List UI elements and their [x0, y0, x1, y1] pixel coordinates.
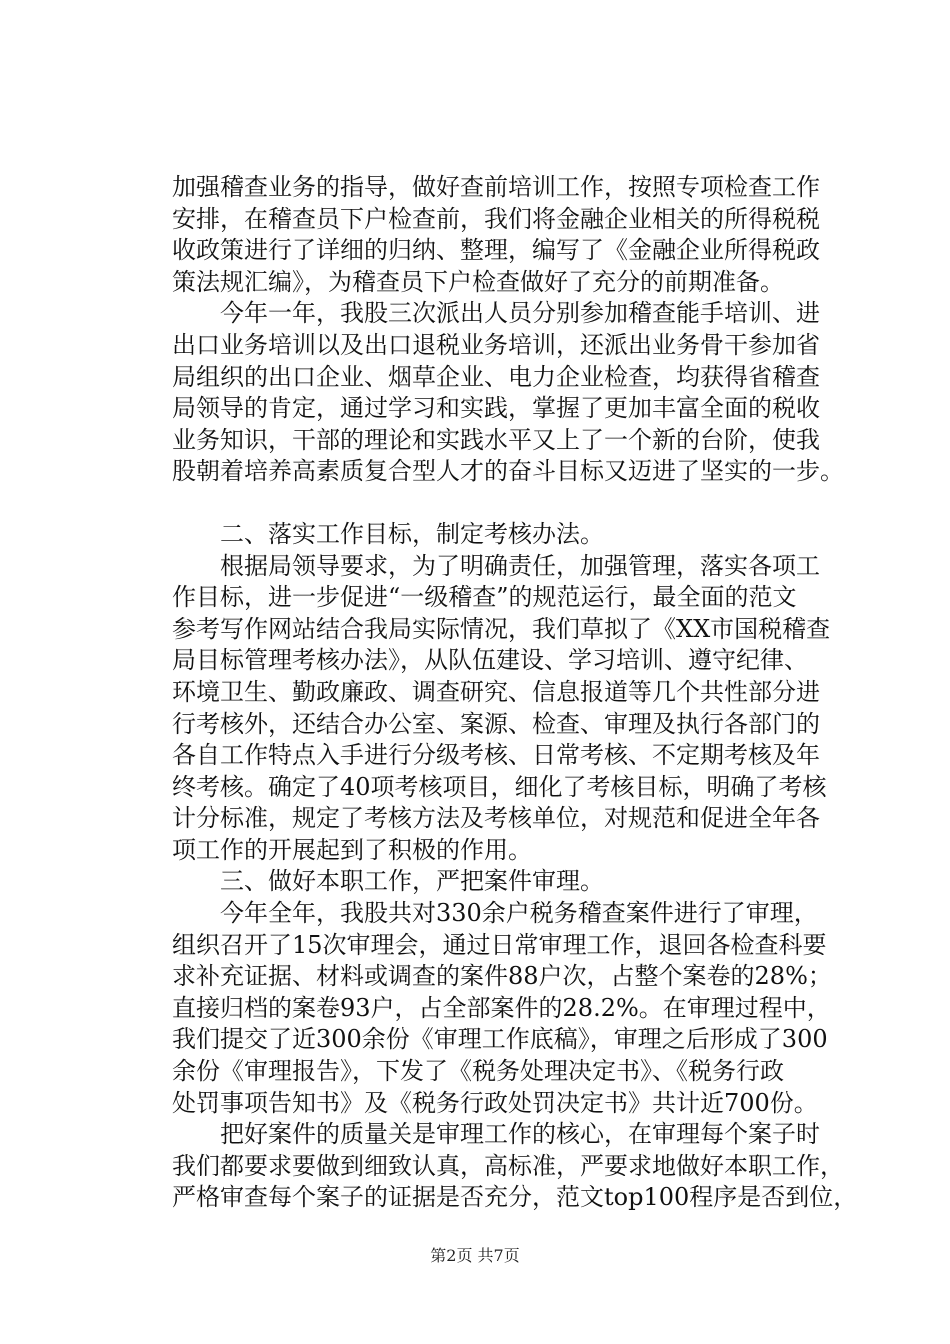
text-line: 根据局领导要求，为了明确责任，加强管理，落实各项工 — [172, 551, 820, 580]
text-line: 环境卫生、勤政廉政、调查研究、信息报道等几个共性部分进 — [172, 677, 820, 706]
text-line: 求补充证据、材料或调查的案件88户次，占整个案卷的28%； — [172, 962, 832, 991]
text-line: 把好案件的质量关是审理工作的核心，在审理每个案子时 — [172, 1120, 820, 1149]
text-line: 处罚事项告知书》及《税务行政处罚决定书》共计近700份。 — [172, 1088, 818, 1117]
text-line: 直接归档的案卷93户，占全部案件的28.2%。在审理过程中， — [172, 993, 831, 1022]
text-line: 计分标准，规定了考核方法及考核单位，对规范和促进全年各 — [172, 804, 820, 833]
text-line: 业务知识，干部的理论和实践水平又上了一个新的台阶，使我 — [172, 425, 820, 454]
text-line: 组织召开了15次审理会，通过日常审理工作，退回各检查科要 — [172, 930, 827, 959]
text-line: 行考核外，还结合办公室、案源、检查、审理及执行各部门的 — [172, 709, 820, 738]
text-line: 作目标，进一步促进“一级稽查”的规范运行，最全面的范文 — [172, 583, 797, 612]
text-line: 局组织的出口企业、烟草企业、电力企业检查，均获得省稽查 — [172, 362, 820, 391]
text-line: 策法规汇编》，为稽查员下户检查做好了充分的前期准备。 — [172, 267, 784, 296]
text-line: 参考写作网站结合我局实际情况，我们草拟了《XX市国税稽查 — [172, 614, 831, 643]
text-line: 局领导的肯定，通过学习和实践，掌握了更加丰富全面的税收 — [172, 394, 820, 423]
text-line: 局目标管理考核办法》，从队伍建设、学习培训、遵守纪律、 — [172, 646, 808, 675]
text-line: 出口业务培训以及出口退税业务培训，还派出业务骨干参加省 — [172, 330, 820, 359]
section-heading: 三、做好本职工作，严把案件审理。 — [172, 867, 604, 896]
text-line: 今年全年，我股共对330余户税务稽查案件进行了审理， — [172, 899, 818, 928]
text-line: 我们都要求要做到细致认真，高标准，严要求地做好本职工作， — [172, 1151, 844, 1180]
text-line: 严格审查每个案子的证据是否充分，范文top100程序是否到位， — [172, 1183, 858, 1212]
page-number-footer: 第2页 共7页 — [430, 1246, 520, 1265]
text-line: 收政策进行了详细的归纳、整理，编写了《金融企业所得税政 — [172, 236, 820, 265]
text-line: 股朝着培养高素质复合型人才的奋斗目标又迈进了坚实的一步。 — [172, 457, 844, 486]
text-line: 加强稽查业务的指导，做好查前培训工作，按照专项检查工作 — [172, 173, 820, 201]
text-line: 各自工作特点入手进行分级考核、日常考核、不定期考核及年 — [172, 741, 820, 770]
section-heading: 二、落实工作目标，制定考核办法。 — [172, 519, 604, 548]
document-body — [172, 172, 862, 1214]
text-line: 项工作的开展起到了积极的作用。 — [172, 835, 532, 864]
text-line: 今年一年，我股三次派出人员分别参加稽查能手培训、进 — [172, 299, 820, 328]
text-line: 安排，在稽查员下户检查前，我们将金融企业相关的所得税税 — [172, 204, 820, 233]
text-line: 终考核。确定了40项考核项目，细化了考核目标，明确了考核 — [172, 772, 827, 801]
text-line: 我们提交了近300余份《审理工作底稿》，审理之后形成了300 — [172, 1025, 828, 1054]
paragraph-gap — [172, 488, 862, 519]
text-line: 余份《审理报告》，下发了《税务处理决定书》、《税务行政 — [172, 1057, 784, 1086]
